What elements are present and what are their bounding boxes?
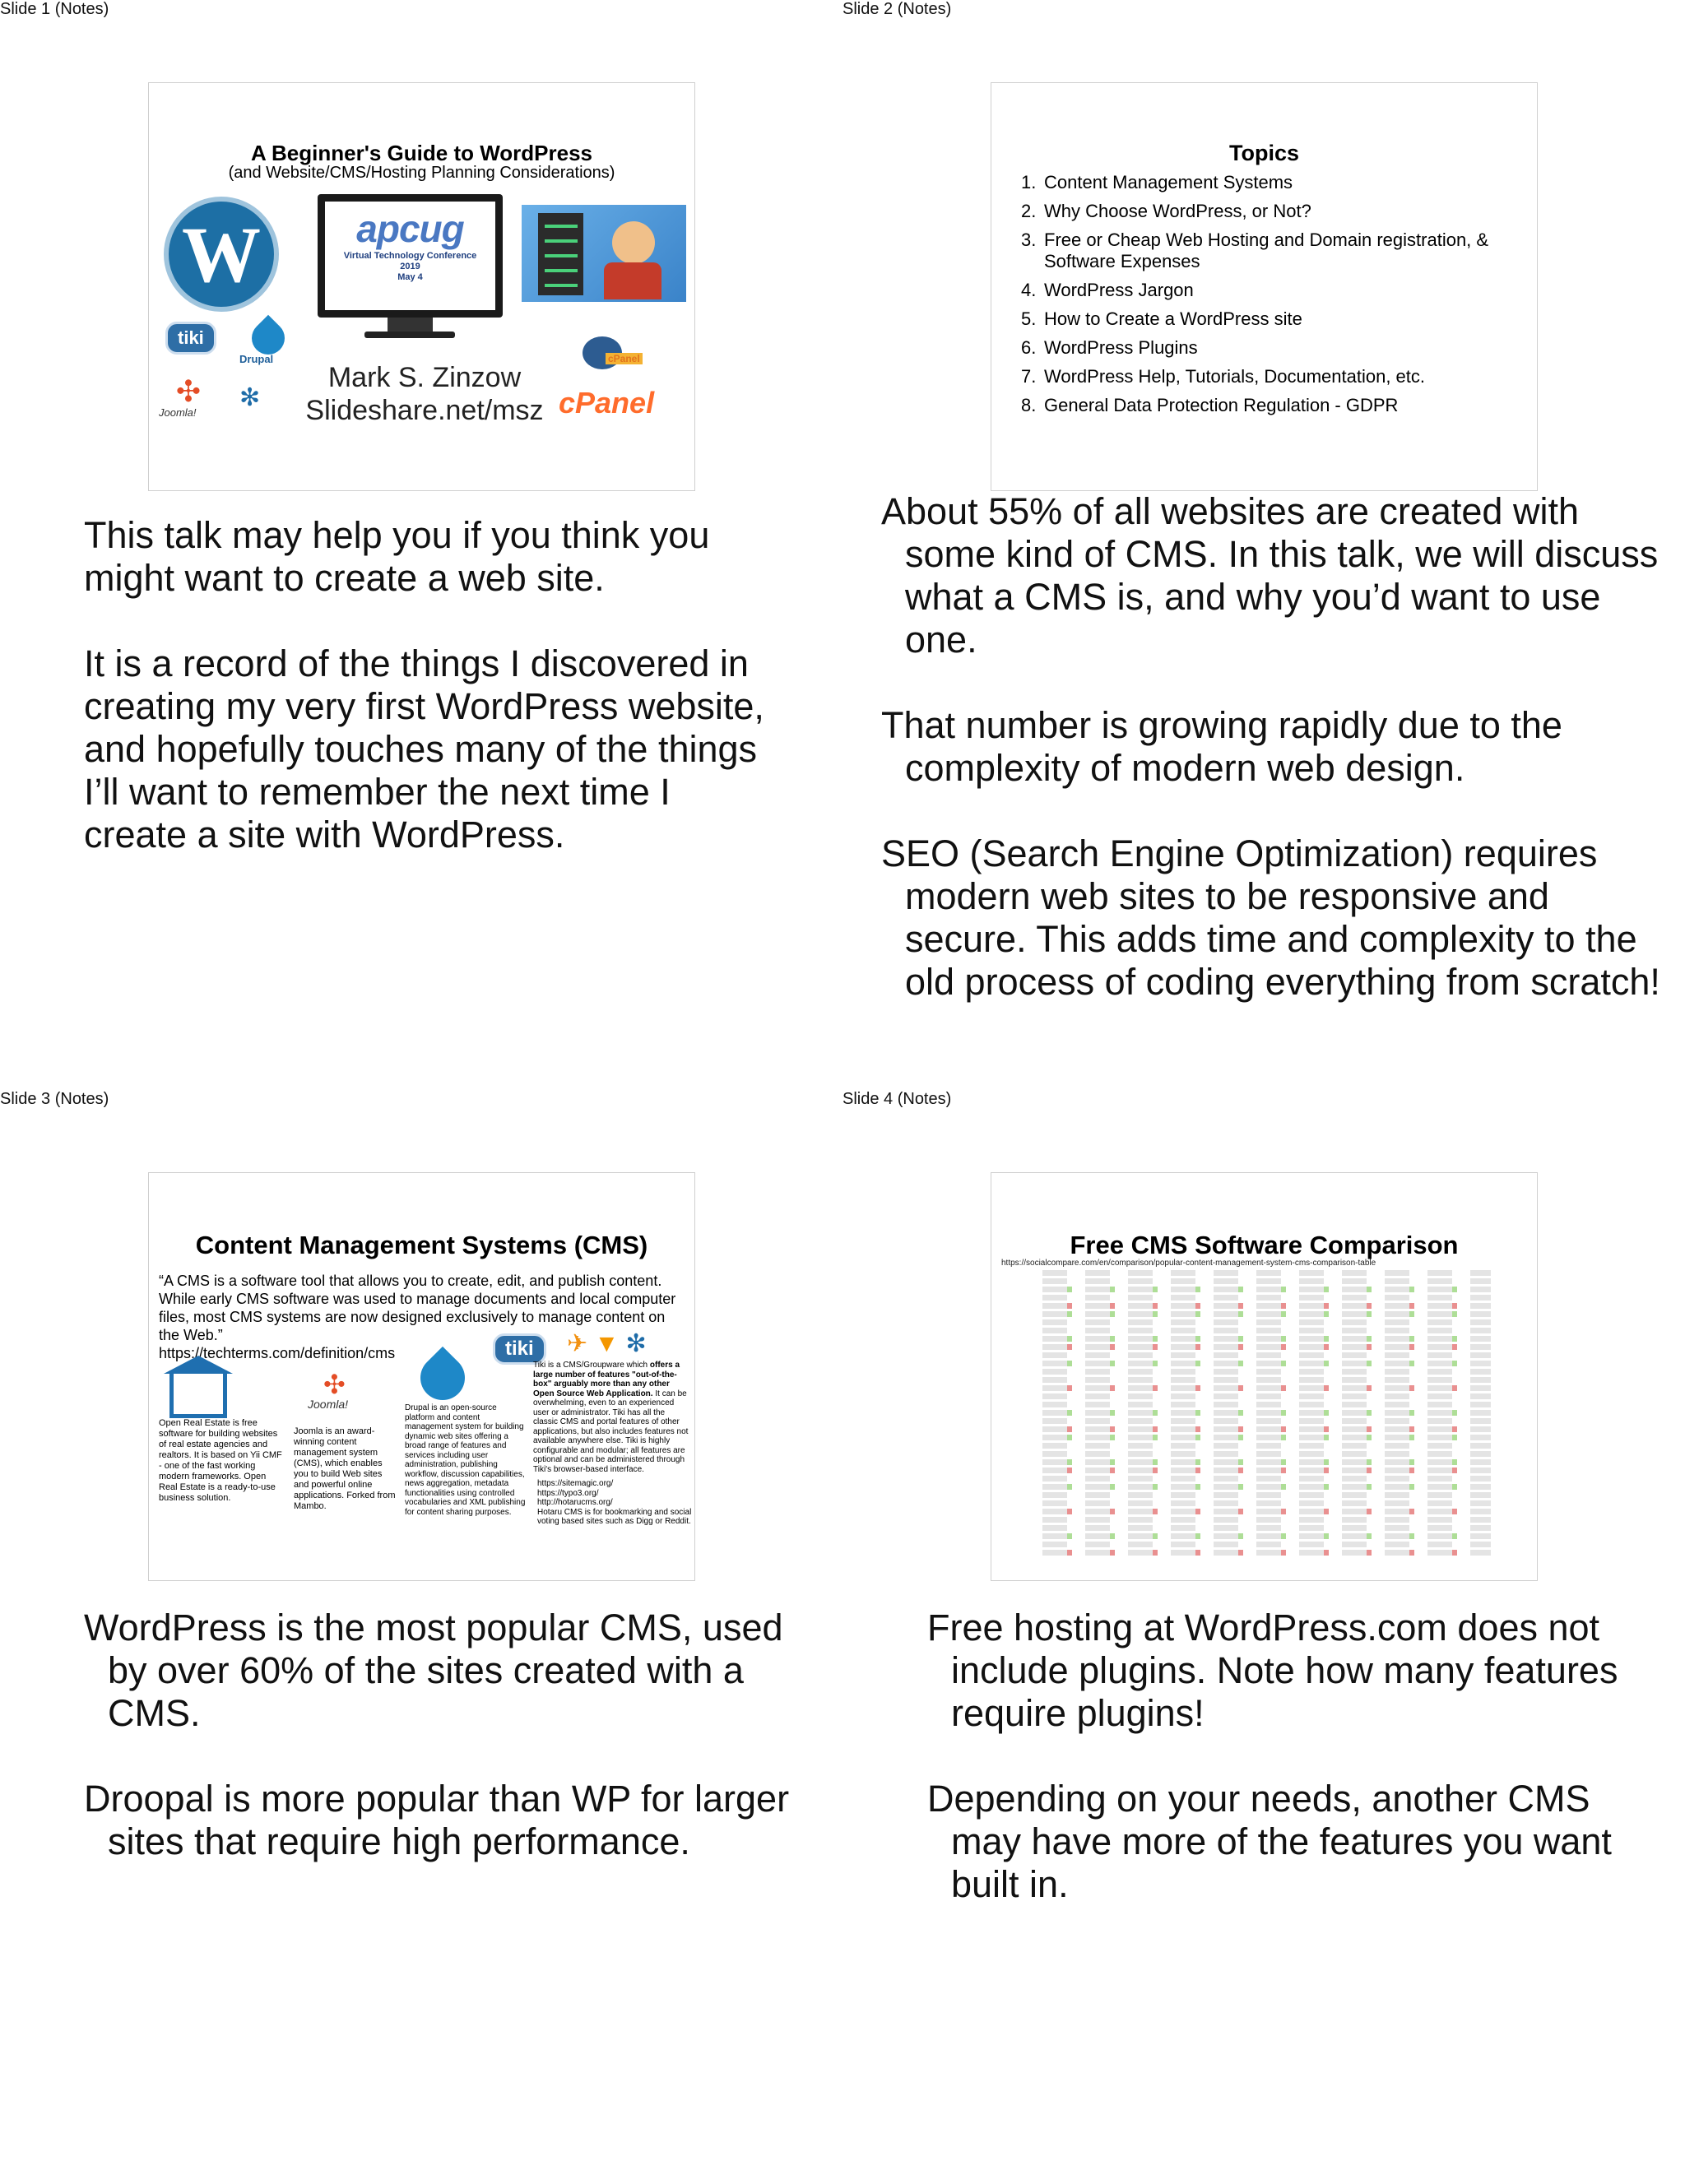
drupal-description: Drupal is an open-source platform and content management system for building dynamic web sites offering a broad range of features and services including user administration, publishing workflow, discussion capabilities, news aggregation, metadata functionalities using controlled vocabularies and XML publishing for content sharing purposes.: [405, 1403, 526, 1517]
cpanel-logo: cPanel: [559, 386, 655, 420]
slide-4-label: Slide 4 (Notes): [842, 1090, 952, 1108]
conference-name: Virtual Technology Conference: [343, 251, 477, 261]
slide-4-thumbnail: [991, 1172, 1538, 1581]
slide-3-pane: [0, 1090, 842, 2184]
topic-item: 1. Content Management Systems: [1021, 172, 1293, 192]
conference-year: 2019: [400, 262, 420, 271]
server-illustration-icon: [522, 205, 686, 302]
slide-4-notes: [927, 1607, 1668, 1949]
slide-1-label: Slide 1 (Notes): [0, 0, 109, 18]
notes-paragraph: Free hosting at WordPress.com does not include plugins. Note how many features require plugins!: [927, 1607, 1618, 1734]
cms-quote-text: “A CMS is a software tool that allows you to create, edit, and publish content. While early CMS software was used to manage documents and local computer files, most CMS systems are now designed exclusively to manage content on the Web.”: [159, 1273, 676, 1343]
notes-paragraph: It is a record of the things I discovered in creating my very first WordPress website, and hopefully touches many of the things I’ll want to remember the next time I create a site with WordPress.: [84, 642, 764, 856]
topic-item: 6. WordPress Plugins: [1021, 337, 1198, 358]
topic-item: 4. WordPress Jargon: [1021, 280, 1194, 300]
link-hotaru[interactable]: http://hotarucms.org/: [537, 1498, 613, 1507]
conference-date: May 4: [397, 272, 423, 282]
author-url: Slideshare.net/msz: [305, 395, 544, 426]
slide-4-pane: [842, 1090, 1685, 2184]
link-sitemagic[interactable]: https://sitemagic.org/: [537, 1479, 614, 1488]
joomla-icon: ✣: [323, 1370, 346, 1399]
topics-list: [1021, 172, 1531, 424]
wordpress-logo-icon: W: [164, 197, 279, 312]
hotaru-description: Hotaru CMS is for bookmarking and social voting based sites such as Digg or Reddit.: [537, 1507, 692, 1526]
slide-1-thumbnail: [148, 82, 695, 491]
slide-2-label: Slide 2 (Notes): [842, 0, 952, 18]
cms-logos-icon: ✈ ▼ ✻: [567, 1330, 647, 1357]
monitor-stand: [388, 318, 433, 332]
comparison-url: https://socialcompare.com/en/comparison/popular-content-management-system-cms-comparison-table: [1001, 1259, 1376, 1268]
slide-2-pane: [842, 0, 1685, 1094]
topic-item: 2. Why Choose WordPress, or Not?: [1021, 201, 1311, 221]
slide-1-subtitle: (and Website/CMS/Hosting Planning Considerations): [228, 164, 615, 182]
joomla-logo-text: Joomla!: [159, 406, 197, 419]
slide-2-notes: [881, 490, 1671, 1046]
open-real-estate-house-icon: [169, 1370, 227, 1418]
tiki-logo: tiki: [493, 1333, 546, 1365]
notes-paragraph: This talk may help you if you think you might want to create a web site.: [84, 514, 710, 599]
notes-paragraph: About 55% of all websites are created with some kind of CMS. In this talk, we will discuss what a CMS is, and why you’d want to use one.: [881, 490, 1659, 661]
apcug-logo: apcug: [356, 207, 464, 250]
topic-item: 7. WordPress Help, Tutorials, Documentation, etc.: [1021, 366, 1426, 387]
joomla-logo-text: Joomla!: [308, 1398, 349, 1411]
topic-item: 8. General Data Protection Regulation - GDPR: [1021, 395, 1399, 415]
joomla-description: Joomla is an award-winning content management system (CMS), which enables you to build Web sites and powerful online applications. Forked from Mambo.: [294, 1426, 396, 1511]
slide-1-author: [293, 361, 556, 427]
cms-links: [537, 1479, 694, 1527]
slide-1-title: A Beginner's Guide to WordPress: [250, 141, 593, 165]
tiki-description: Tiki is a CMS/Groupware which offers a large number of features "out-of-the-box" arguably more than any other Open Source Web Application. It can be overwhelming, even to an experienced user or administrator. Tiki has all the classic CMS and portal features of other applications, but also includes features not available anywhere else. Tiki is highly configurable and modular; all features are optional and can be administered through Tiki's browser-based interface.: [533, 1361, 689, 1474]
slide-1-pane: [0, 0, 842, 1094]
monitor-icon: [318, 194, 503, 318]
slide-1-notes: [84, 514, 783, 899]
author-name: Mark S. Zinzow: [327, 362, 522, 393]
cpanel-small-logo: cPanel: [606, 353, 643, 364]
slide-3-label: Slide 3 (Notes): [0, 1090, 109, 1108]
monitor-base: [364, 332, 455, 338]
slide-2-title: Topics: [1228, 141, 1299, 165]
slide-4-title: Free CMS Software Comparison: [1070, 1231, 1459, 1259]
topic-item: 5. How to Create a WordPress site: [1021, 308, 1302, 329]
notes-paragraph: Depending on your needs, another CMS may have more of the features you want built in.: [927, 1778, 1612, 1905]
drupal-logo-text: Drupal: [239, 353, 274, 365]
slide-3-notes: [84, 1607, 824, 1906]
notes-paragraph: Droopal is more popular than WP for larger sites that require high performance.: [84, 1778, 790, 1862]
comparison-table-image: [1042, 1270, 1491, 1574]
topic-item: 3. Free or Cheap Web Hosting and Domain registration, & Software Expenses: [1021, 230, 1489, 271]
joomla-icon: ✣: [175, 374, 202, 408]
notes-paragraph: That number is growing rapidly due to the complexity of modern web design.: [881, 704, 1562, 789]
slide-2-thumbnail: [991, 82, 1538, 491]
bee-icon: ✻: [239, 384, 261, 411]
open-real-estate-description: Open Real Estate is free software for building websites of real estate agencies and realtors. It is based on Yii CMF - one of the fast working modern frameworks. Open Real Estate is a ready-to-use business solution.: [159, 1418, 282, 1503]
slide-3-thumbnail: [148, 1172, 695, 1581]
slide-3-title: Content Management Systems (CMS): [195, 1231, 648, 1259]
tiki-logo: tiki: [165, 322, 216, 355]
cms-quote-url: https://techterms.com/definition/cms: [159, 1345, 396, 1361]
notes-paragraph: WordPress is the most popular CMS, used by over 60% of the sites created with a CMS.: [84, 1607, 783, 1734]
notes-paragraph: SEO (Search Engine Optimization) requires modern web sites to be responsive and secure. This adds time and complexity to the old process of coding everything from scratch!: [881, 832, 1660, 1003]
link-typo3[interactable]: https://typo3.org/: [537, 1488, 599, 1498]
